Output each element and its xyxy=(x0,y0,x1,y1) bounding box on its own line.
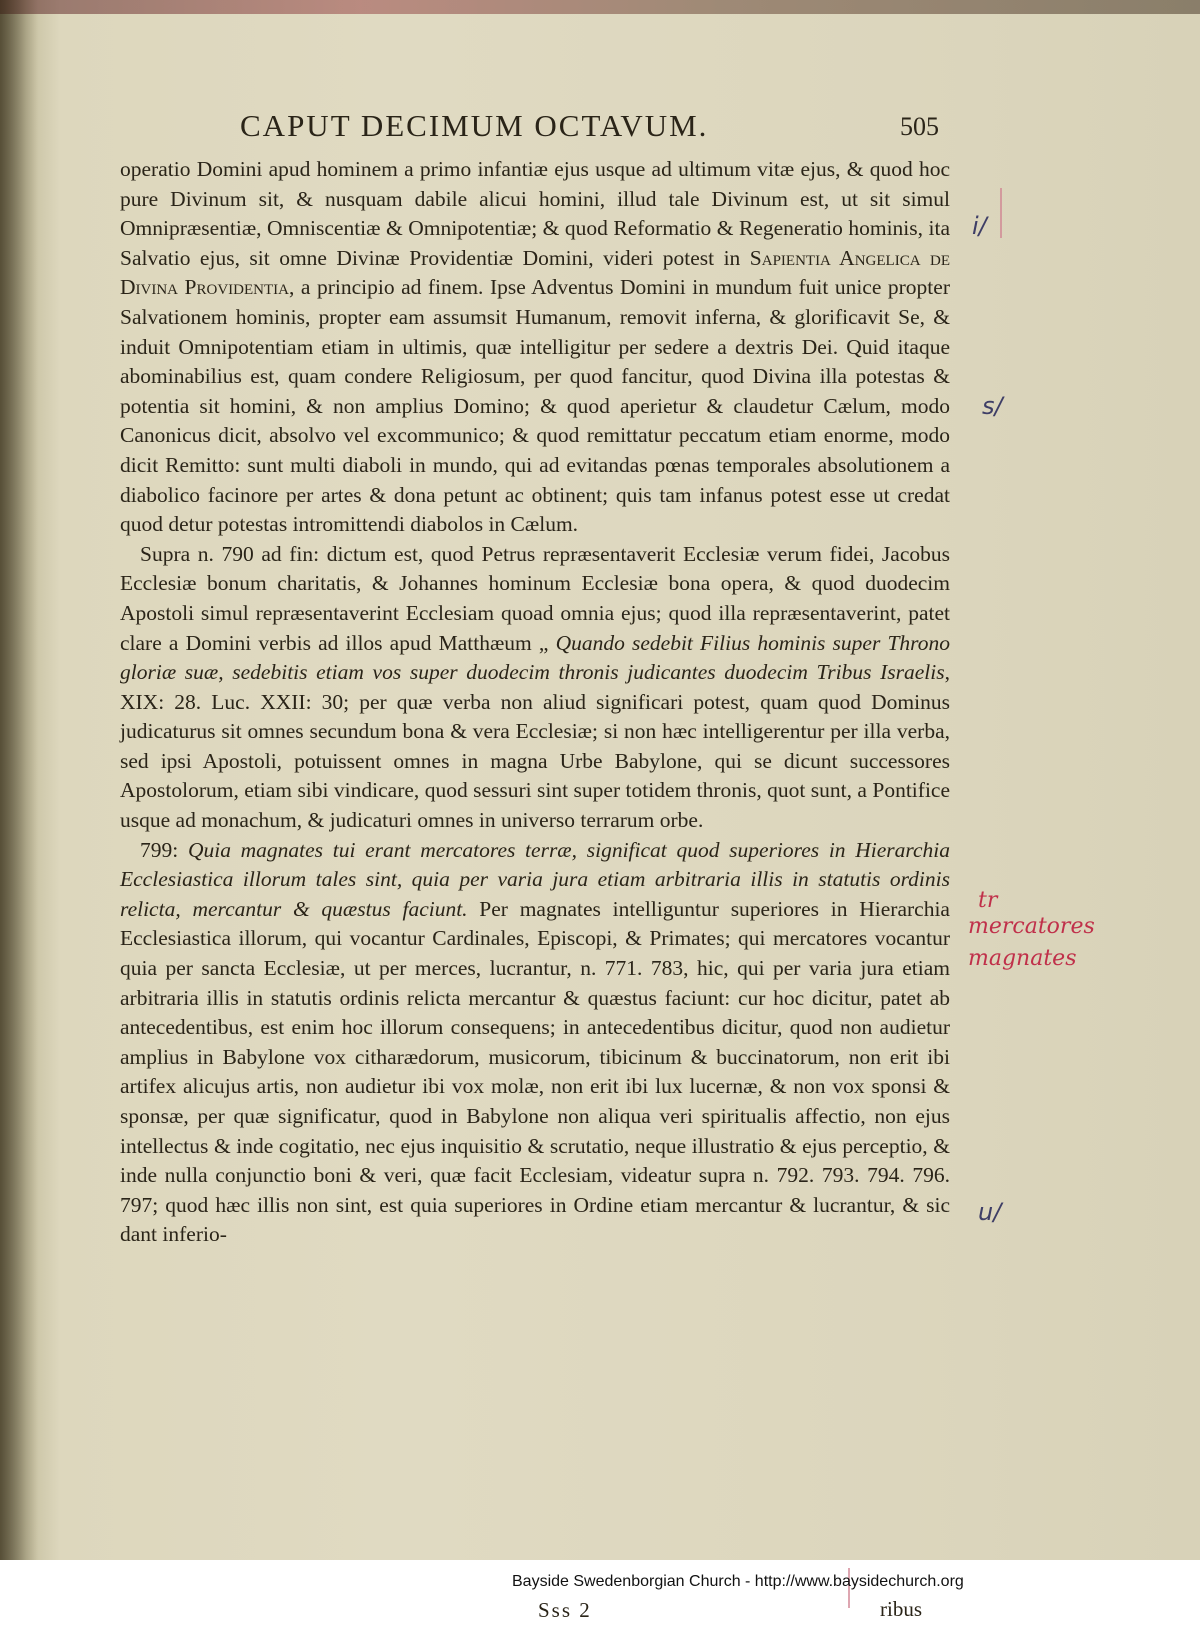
text-segment: Per magnates intelliguntur superiores in Hierarchia Ecclesiastica illorum, qui vocantur Cardinales, Episcopi, & Primates; qui mercatores vocantur quia per sancta Ecclesiæ, ut per merces, lucrantur, n. 771. 783, hic, qui per varia jura etiam arbitraria illis in statutis ordinis relicta mercantur & quæstus faciunt: cur hoc dicitur, patet ab antecedentibus, est enim hoc illorum consequens; in antecedentibus dicitur, quod non audietur amplius in Babylone vox citharædorum, musicorum, tibicinum & buccinatorum, non erit ibi artifex alicujus artis, non audietur ibi vox molæ, non erit ibi lux lucernæ, & non vox sponsi & sponsæ, per quæ significatur, quod in Babylone non aliqua veri spiritualis affectio, non ejus intellectus & inde cogitatio, nec ejus inquisitio & scrutatio, neque illustratio & ejus perceptio, & inde nulla conjunctio boni & veri, quæ facit Ecclesiam, videatur supra n. 792. 793. 794. 796. 797; quod hæc illis non sint, est quia superiores in Ordine etiam mercantur & lucrantur, & sic dant inferio- xyxy=(120,896,950,1247)
text-segment: Supra n. 790 ad fin: dictum est, quod Petrus repræsentaverit Ecclesiæ verum fidei, Jacobus Ecclesiæ bonum charitatis, & Johannes hominum Ecclesiæ bona opera, & quod duodecim Apostoli simul repræsentaverint Ecclesiam quoad omnia ejus; quod illa repræsentaverint, patet clare a Domini verbis ad illos apud Matthæum „ xyxy=(120,541,950,655)
page-number: 505 xyxy=(900,112,939,141)
gutter-shadow xyxy=(0,0,38,1560)
italic-text: Quia magnates tui erant mercatores terræ, significat quod superiores in Hierarchia Ecclesiastica illorum tales sint, quia per varia jura etiam arbitraria illis in statutis ordinis relicta, mercantur & quæstus faciunt. xyxy=(120,837,951,921)
body-text xyxy=(120,155,950,1250)
credit-line: Bayside Swedenborgian Church - http://www.baysidechurch.org xyxy=(512,1573,964,1590)
paragraph xyxy=(120,836,950,1250)
red-annotation-tr: tr xyxy=(978,888,998,913)
text-segment: , a principio ad finem. Ipse Adventus Domini in mundum fuit unice propter Salvationem hominis, propter eam assumsit Humanum, removit inferna, & glorificavit Se, & induit Omnipotentiam etiam in ultimis, quæ intelligitur per sedere a dextris Dei. Quid itaque abominabilius est, quam condere Religiosum, per quod fancitur, quod Divina illa potestas & potentia sit homini, & non amplius Domino; & quod aperietur & claudetur Cælum, modo Canonicus dicit, absolvo vel excommunico; & quod remittatur peccatum etiam enorme, modo dicit Remitto: sunt multi diaboli in mundo, qui ad evitandas pœnas temporales absolutionem a diabolico facinore per artes & dona petunt ac obtinent; quis tam infanus potest esse ut credat quod detur potestas intromittendi diabolos in Cælum. xyxy=(120,275,950,537)
page-header xyxy=(240,108,980,148)
red-annotation-magnates: magnates xyxy=(968,946,1077,971)
margin-note-s: s/ xyxy=(982,392,1003,420)
pencil-mark xyxy=(1000,188,1002,238)
signature-mark: Sss 2 xyxy=(538,1598,592,1622)
small-caps-text: Sapientia Angelica de Divina Providentia xyxy=(120,245,950,300)
margin-note-i: i/ xyxy=(972,212,987,240)
catchword: ribus xyxy=(880,1597,922,1621)
italic-text: Quando sedebit Filius hominis super Throno gloriæ suæ, sedebitis etiam vos super duodecim thronis judicantes duodecim Tribus Israelis xyxy=(120,630,950,685)
margin-note-u: u/ xyxy=(978,1198,1002,1226)
text-segment: operatio Domini apud hominem a primo infantiæ ejus usque ad ultimum vitæ ejus, & quod hoc pure Divinum sit, & nusquam dabile alicui homini, illud tale Divinum est, ut sit simul Omnipræsentiæ, Omniscentiæ & Omnipotentiæ; & quod Reformatio & Regeneratio hominis, ita Salvatio ejus, sit omne Divinæ Providentiæ Domini, videri potest in xyxy=(120,157,950,270)
running-title: CAPUT DECIMUM OCTAVUM. xyxy=(240,108,709,143)
text-segment: , XIX: 28. Luc. XXII: 30; per quæ verba non aliud significari potest, quam quod Dominus judicaturus sit omnes secundum bona & vera Ecclesiæ; si non hæc intelligerentur per illa verba, sed ipsi Apostoli, potuissent omnes in magna Urbe Babylone, qui se dicunt successores Apostolorum, etiam sibi vindicare, quod sessuri sint super totidem thronis, quot sunt, a Pontifice usque ad monachum, & judicaturi omnes in universo terrarum orbe. xyxy=(120,660,950,833)
paragraph xyxy=(120,155,950,540)
red-annotation-mercatores: mercatores xyxy=(968,914,1095,939)
paragraph xyxy=(120,540,950,836)
text-segment: 799: xyxy=(140,837,188,862)
